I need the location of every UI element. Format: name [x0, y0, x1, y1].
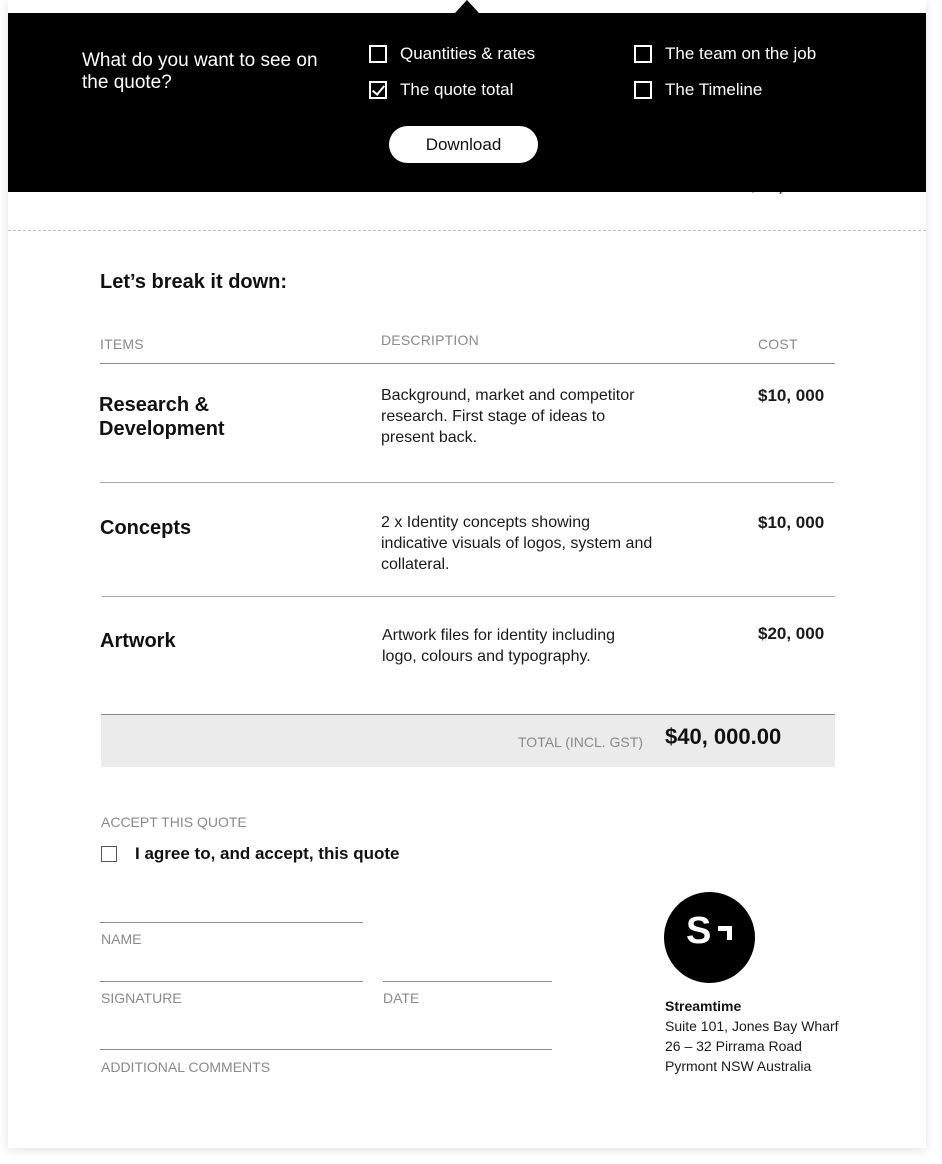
additional-comments-input[interactable]	[100, 1049, 552, 1050]
company-address-line: 26 – 32 Pirrama Road	[665, 1038, 802, 1054]
breakdown-heading: Let’s break it down:	[100, 271, 288, 293]
column-header-description: DESCRIPTION	[381, 332, 479, 348]
accept-quote-label: I agree to, and accept, this quote	[135, 844, 400, 863]
name-label: NAME	[101, 931, 142, 947]
date-label: DATE	[383, 990, 420, 1006]
additional-comments-label: ADDITIONAL COMMENTS	[101, 1059, 271, 1075]
download-options-popover	[8, 13, 926, 192]
option-quote-total[interactable]	[369, 80, 513, 100]
dashed-divider	[8, 230, 926, 231]
company-logo	[664, 892, 755, 983]
option-timeline[interactable]	[634, 80, 762, 100]
checkbox-icon[interactable]	[101, 846, 117, 862]
item-description: Artwork files for identity including logo, colours and typography.	[382, 627, 615, 665]
column-header-cost: COST	[758, 336, 798, 352]
checkbox-icon[interactable]	[634, 45, 652, 63]
row-divider	[100, 482, 834, 483]
row-divider	[102, 596, 835, 597]
checkbox-icon[interactable]	[634, 81, 652, 99]
item-description: 2 x Identity concepts showing indicative visuals of logos, system and collateral.	[381, 514, 653, 573]
signature-input[interactable]	[100, 981, 363, 982]
total-bar	[101, 714, 835, 767]
download-button[interactable]: Download	[389, 126, 538, 163]
company-name: Streamtime	[665, 998, 742, 1014]
checkbox-checked-icon[interactable]	[369, 81, 387, 99]
item-cost: $20, 000	[758, 624, 825, 643]
option-label: Quantities & rates	[400, 44, 536, 63]
item-title: Research & Development	[99, 394, 225, 440]
company-address-line: Pyrmont NSW Australia	[665, 1058, 812, 1074]
accept-quote-checkbox[interactable]	[101, 844, 400, 864]
total-value: $40, 000.00	[665, 724, 782, 749]
table-header-rule	[100, 363, 835, 364]
item-description: Background, market and competitor research. First stage of ideas to present back.	[381, 387, 635, 446]
signature-label: SIGNATURE	[101, 990, 182, 1006]
popover-caret	[455, 0, 479, 13]
item-cost: $10, 000	[758, 513, 825, 532]
company-address-line: Suite 101, Jones Bay Wharf	[665, 1018, 839, 1034]
popover-question: What do you want to see on the quote?	[82, 50, 318, 93]
accept-heading: ACCEPT THIS QUOTE	[101, 814, 247, 830]
option-label: The quote total	[400, 80, 514, 99]
item-title: Artwork	[100, 630, 176, 652]
item-cost: $10, 000	[758, 386, 825, 405]
option-label: The Timeline	[665, 80, 763, 99]
column-header-items: ITEMS	[100, 336, 144, 352]
name-input[interactable]	[100, 922, 363, 923]
checkbox-icon[interactable]	[369, 45, 387, 63]
logo-letter: S	[686, 910, 712, 952]
option-team-on-job[interactable]	[634, 44, 816, 64]
total-label: TOTAL (INCL. GST)	[518, 734, 643, 750]
logo-corner-icon	[718, 926, 736, 944]
option-quantities-rates[interactable]	[369, 44, 535, 64]
item-title: Concepts	[100, 517, 192, 539]
date-input[interactable]	[383, 981, 552, 982]
option-label: The team on the job	[665, 44, 817, 63]
